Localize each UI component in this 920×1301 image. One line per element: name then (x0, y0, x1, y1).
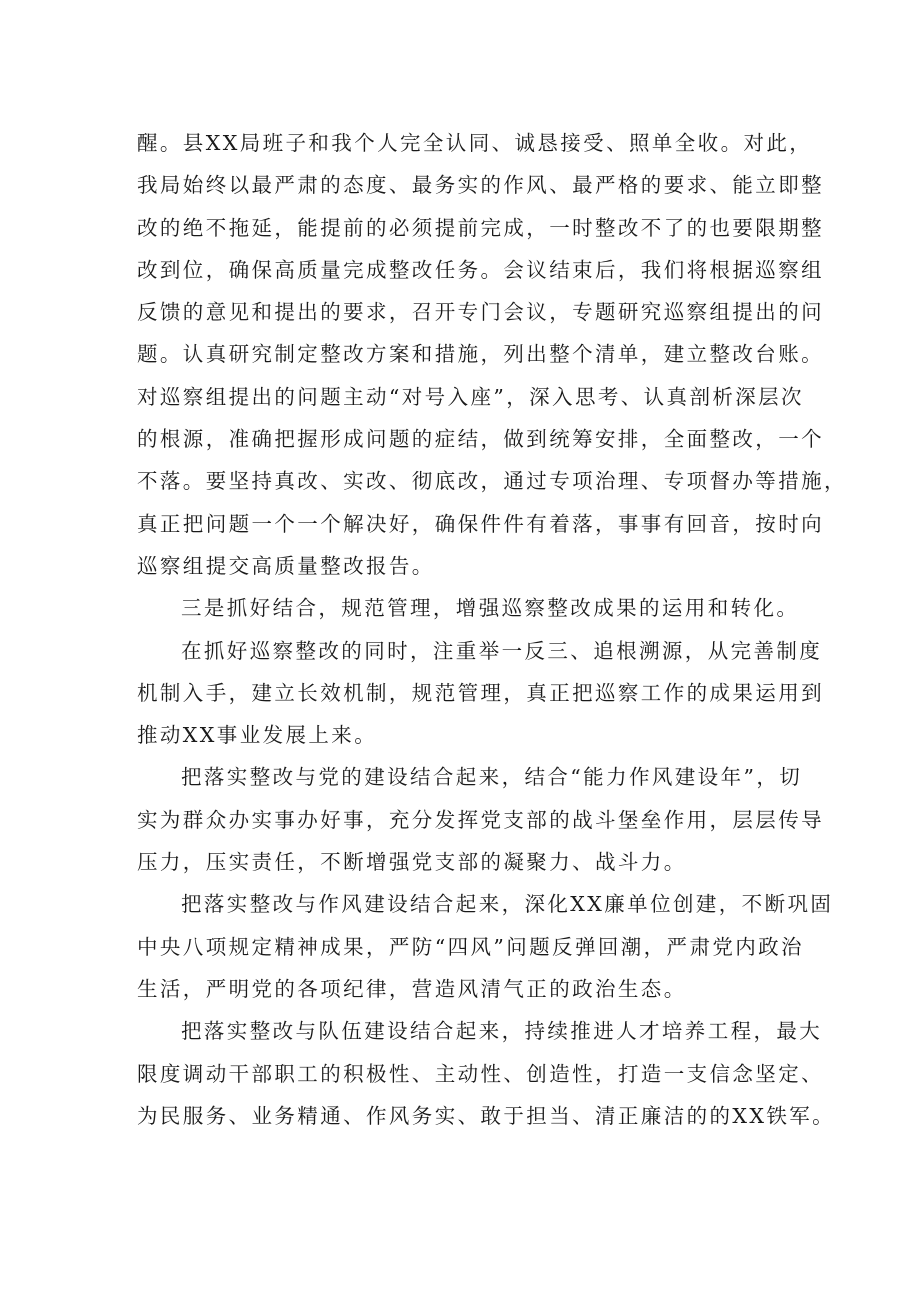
text-line: 把落实整改与队伍建设结合起来，持续推进人才培养工程，最大 (181, 1019, 823, 1044)
text-line: 实为群众办实事办好事，充分发挥党支部的战斗堡垒作用，层层传导 (137, 807, 824, 832)
text-line: 改到位，确保高质量完成整改任务。会议结束后，我们将根据巡察组 (137, 257, 824, 282)
text-line: 推动XX事业发展上来。 (137, 723, 378, 748)
text-line: 把落实整改与党的建设结合起来，结合“能力作风建设年”，切 (181, 765, 803, 790)
text-line: 三是抓好结合，规范管理，增强巡察整改成果的运用和转化。 (181, 596, 800, 621)
document-page (137, 122, 847, 1137)
text-line: 为民服务、业务精通、作风务实、敢于担当、清正廉洁的的XX铁军。 (137, 1103, 836, 1128)
text-line: 醒。县XX局班子和我个人完全认同、诚恳接受、照单全收。对此， (137, 131, 813, 155)
text-line: 把落实整改与作风建设结合起来，深化XX廉单位创建，不断巩固 (181, 892, 834, 917)
text-line: 题。认真研究制定整改方案和措施，列出整个清单，建立整改台账。 (137, 342, 824, 367)
text-line: 改的绝不拖延，能提前的必须提前完成，一时整改不了的也要限期整 (137, 215, 824, 240)
text-line: 巡察组提交高质量整改报告。 (137, 553, 435, 578)
section-heading-3 (137, 587, 800, 629)
text-line: 反馈的意见和提出的要求，召开专门会议，专题研究巡察组提出的问 (137, 300, 824, 325)
text-line: 对巡察组提出的问题主动“对号入座”，深入思考、认真剖析深层次 (137, 384, 804, 409)
text-line: 生活，严明党的各项纪律，营造风清气正的政治生态。 (137, 976, 687, 1001)
text-line: 在抓好巡察整改的同时，注重举一反三、追根溯源，从完善制度 (181, 638, 823, 663)
text-line: 机制入手，建立长效机制，规范管理，真正把巡察工作的成果运用到 (137, 680, 824, 705)
text-line: 压力，压实责任，不断增强党支部的凝聚力、战斗力。 (137, 850, 687, 875)
text-line: 真正把问题一个一个解决好，确保件件有着落，事事有回音，按时向 (137, 511, 824, 536)
text-line: 中央八项规定精神成果，严防“四风”问题反弹回潮，严肃党内政治 (137, 934, 804, 959)
text-line: 的根源，准确把握形成问题的症结，做到统筹安排，全面整改，一个 (137, 427, 824, 452)
paragraph-1 (137, 122, 847, 587)
paragraph-5 (137, 883, 834, 1010)
paragraph-6 (137, 1010, 836, 1137)
paragraph-3 (137, 630, 824, 757)
text-line: 我局始终以最严肃的态度、最务实的作风、最严格的要求、能立即整 (137, 173, 824, 198)
text-line: 不落。要坚持真改、实改、彻底改，通过专项治理、专项督办等措施， (137, 469, 847, 494)
text-line: 限度调动干部职工的积极性、主动性、创造性，打造一支信念坚定、 (137, 1061, 824, 1086)
paragraph-4 (137, 756, 824, 883)
